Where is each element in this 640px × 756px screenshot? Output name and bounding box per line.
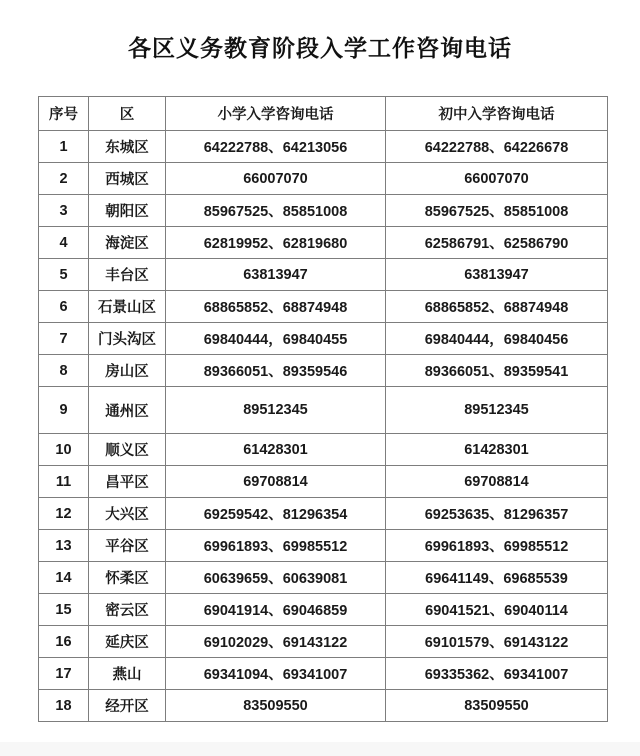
page-title: 各区义务教育阶段入学工作咨询电话 (128, 35, 512, 61)
bottom-strip (0, 742, 640, 756)
row-number-cell: 17 (39, 658, 89, 690)
row-number-cell: 3 (39, 195, 89, 227)
district-cell: 延庆区 (89, 626, 166, 658)
table-row (39, 594, 608, 626)
district-cell: 通州区 (89, 387, 166, 434)
primary-phone-cell: 85967525、85851008 (166, 195, 386, 227)
middle-phone-cell: 69840444，69840456 (386, 323, 608, 355)
row-number-cell: 14 (39, 562, 89, 594)
middle-phone-cell: 89512345 (386, 387, 608, 434)
middle-phone-cell: 61428301 (386, 434, 608, 466)
district-cell: 东城区 (89, 131, 166, 163)
district-cell: 西城区 (89, 163, 166, 195)
header-district: 区 (89, 97, 166, 131)
district-cell: 燕山 (89, 658, 166, 690)
table-row (39, 434, 608, 466)
table-row (39, 131, 608, 163)
primary-phone-cell: 62819952、62819680 (166, 227, 386, 259)
district-cell: 门头沟区 (89, 323, 166, 355)
middle-phone-cell: 66007070 (386, 163, 608, 195)
middle-phone-cell: 64222788、64226678 (386, 131, 608, 163)
district-cell: 大兴区 (89, 498, 166, 530)
row-number-cell: 1 (39, 131, 89, 163)
middle-phone-cell: 63813947 (386, 259, 608, 291)
middle-phone-cell: 69961893、69985512 (386, 530, 608, 562)
primary-phone-cell: 69708814 (166, 466, 386, 498)
district-cell: 房山区 (89, 355, 166, 387)
primary-phone-cell: 63813947 (166, 259, 386, 291)
district-cell: 昌平区 (89, 466, 166, 498)
middle-phone-cell: 62586791、62586790 (386, 227, 608, 259)
middle-phone-cell: 85967525、85851008 (386, 195, 608, 227)
district-cell: 海淀区 (89, 227, 166, 259)
row-number-cell: 11 (39, 466, 89, 498)
row-number-cell: 10 (39, 434, 89, 466)
row-number-cell: 7 (39, 323, 89, 355)
primary-phone-cell: 60639659、60639081 (166, 562, 386, 594)
row-number-cell: 6 (39, 291, 89, 323)
district-cell: 经开区 (89, 690, 166, 722)
row-number-cell: 12 (39, 498, 89, 530)
table-row (39, 195, 608, 227)
middle-phone-cell: 83509550 (386, 690, 608, 722)
table-row (39, 530, 608, 562)
primary-phone-cell: 69961893、69985512 (166, 530, 386, 562)
row-number-cell: 9 (39, 387, 89, 434)
primary-phone-cell: 69840444，69840455 (166, 323, 386, 355)
middle-phone-cell: 68865852、68874948 (386, 291, 608, 323)
row-number-cell: 8 (39, 355, 89, 387)
primary-phone-cell: 61428301 (166, 434, 386, 466)
district-cell: 密云区 (89, 594, 166, 626)
primary-phone-cell: 89366051、89359546 (166, 355, 386, 387)
primary-phone-cell: 68865852、68874948 (166, 291, 386, 323)
table-row (39, 387, 608, 434)
primary-phone-cell: 64222788、64213056 (166, 131, 386, 163)
primary-phone-cell: 69102029、69143122 (166, 626, 386, 658)
table-row (39, 466, 608, 498)
table-row (39, 355, 608, 387)
primary-phone-cell: 83509550 (166, 690, 386, 722)
table-row (39, 323, 608, 355)
middle-phone-cell: 69335362、69341007 (386, 658, 608, 690)
row-number-cell: 5 (39, 259, 89, 291)
table-row (39, 227, 608, 259)
table-row (39, 562, 608, 594)
table-row (39, 658, 608, 690)
district-cell: 朝阳区 (89, 195, 166, 227)
middle-phone-cell: 69708814 (386, 466, 608, 498)
row-number-cell: 15 (39, 594, 89, 626)
primary-phone-cell: 69259542、81296354 (166, 498, 386, 530)
district-cell: 平谷区 (89, 530, 166, 562)
header-primary-school-phone: 小学入学咨询电话 (166, 97, 386, 131)
middle-phone-cell: 69101579、69143122 (386, 626, 608, 658)
primary-phone-cell: 69041914、69046859 (166, 594, 386, 626)
row-number-cell: 18 (39, 690, 89, 722)
table-row (39, 626, 608, 658)
table-row (39, 259, 608, 291)
phone-table (38, 96, 608, 722)
header-serial-number: 序号 (39, 97, 89, 131)
primary-phone-cell: 69341094、69341007 (166, 658, 386, 690)
primary-phone-cell: 89512345 (166, 387, 386, 434)
header-middle-school-phone: 初中入学咨询电话 (386, 97, 608, 131)
row-number-cell: 13 (39, 530, 89, 562)
row-number-cell: 4 (39, 227, 89, 259)
district-cell: 丰台区 (89, 259, 166, 291)
middle-phone-cell: 69041521、69040114 (386, 594, 608, 626)
table-row (39, 163, 608, 195)
middle-phone-cell: 89366051、89359541 (386, 355, 608, 387)
district-cell: 顺义区 (89, 434, 166, 466)
district-cell: 石景山区 (89, 291, 166, 323)
primary-phone-cell: 66007070 (166, 163, 386, 195)
table-row (39, 498, 608, 530)
table-row (39, 690, 608, 722)
district-cell: 怀柔区 (89, 562, 166, 594)
header-row (39, 97, 608, 131)
middle-phone-cell: 69641149、69685539 (386, 562, 608, 594)
row-number-cell: 2 (39, 163, 89, 195)
row-number-cell: 16 (39, 626, 89, 658)
table-row (39, 291, 608, 323)
middle-phone-cell: 69253635、81296357 (386, 498, 608, 530)
